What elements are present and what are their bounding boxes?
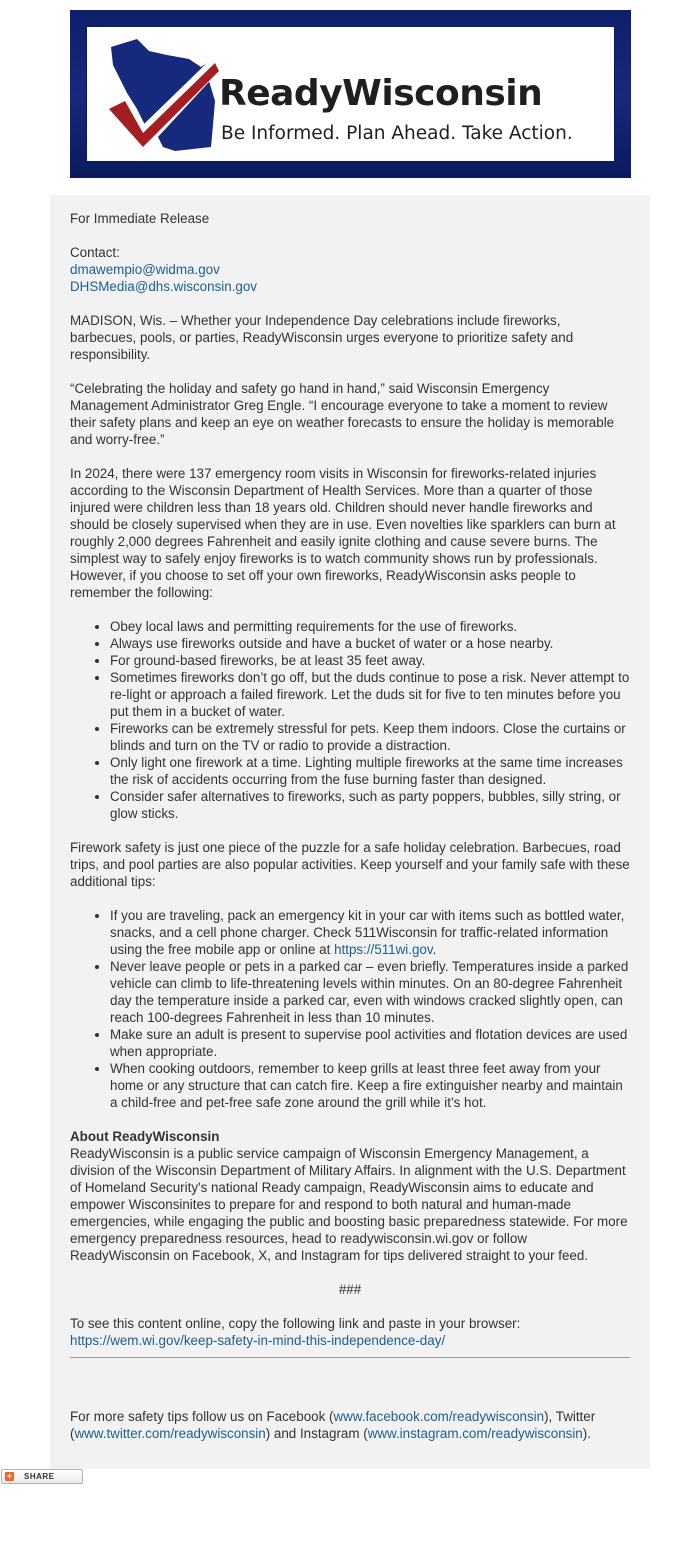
footer-text: ) and Instagram ( bbox=[265, 1426, 368, 1441]
stats-paragraph: In 2024, there were 137 emergency room visits in Wisconsin for fireworks-related injuries according to the Wisconsin Department of Health Services. More than a quarter of those injured were children less than 18 years old. Children should never handle fireworks and should be closely supervised when they are in use. Even novelties like sparklers can burn at roughly 2,000 degrees Fahrenheit and easily ignite clothing and cause severe burns. The simplest way to safely enjoy fireworks is to watch community shows run by professionals. However, if you choose to set off your own fireworks, ReadyWisconsin asks people to remember the following: bbox=[70, 466, 616, 600]
footer-text: ). bbox=[582, 1426, 591, 1441]
header-banner bbox=[70, 10, 631, 178]
release-label: For Immediate Release bbox=[70, 211, 210, 226]
list-item: • Only light one firework at a time. Lighting multiple fireworks at the same time increases the risk of accidents occurring from the fuse burning faster than designed. bbox=[110, 754, 630, 788]
list-item: • Consider safer alternatives to fireworks, such as party poppers, bubbles, silly string, or glow sticks. bbox=[110, 788, 630, 822]
wisconsin-check-logo-icon bbox=[97, 29, 227, 159]
travel-tip-end: . bbox=[432, 942, 437, 957]
list-item: • When cooking outdoors, remember to keep grills at least three feet away from your home or any structure that can catch fire. Keep a fire extinguisher nearby and maintain a child-free and pet-free safe zone around the grill while it’s hot. bbox=[110, 1060, 630, 1111]
about-body: ReadyWisconsin is a public service campaign of Wisconsin Emergency Management, a division of the Wisconsin Department of Military Affairs. In alignment with the U.S. Department of Homeland Security's national Ready campaign, ReadyWisconsin aims to educate and empower Wisconsinites to prepare for and respond to both natural and human-made emergencies, while engaging the public and boosting basic preparedness statewide. For more emergency preparedness resources, head to readywisconsin.wi.gov or follow ReadyWisconsin on Facebook, X, and Instagram for tips delivered straight to your feed. bbox=[70, 1146, 628, 1263]
share-label: SHARE bbox=[24, 1472, 55, 1481]
footer-text: ), Twitter ( bbox=[70, 1409, 596, 1441]
online-article-link[interactable]: https://wem.wi.gov/keep-safety-in-mind-this-independence-day/ bbox=[70, 1333, 446, 1348]
about-section bbox=[70, 1128, 630, 1264]
banner-logo-panel bbox=[86, 26, 615, 162]
list-item: • Always use fireworks outside and have a bucket of water or a hose nearby. bbox=[110, 635, 630, 652]
intro-paragraph: MADISON, Wis. – Whether your Independence Day celebrations include fireworks, barbecues, pools, or parties, ReadyWisconsin urges everyone to prioritize safety and responsibility. bbox=[70, 313, 574, 362]
press-release-body bbox=[50, 195, 650, 1469]
social-footer bbox=[70, 1408, 630, 1442]
instagram-link[interactable]: www.instagram.com/readywisconsin bbox=[367, 1426, 583, 1441]
list-item: • Sometimes fireworks don’t go off, but the duds continue to pose a risk. Never attempt to re-light or approach a failed firework. Let the duds sit for five to ten minutes before you put them in a bucket of water. bbox=[110, 669, 630, 720]
about-heading: About ReadyWisconsin bbox=[70, 1129, 220, 1144]
twitter-link[interactable]: www.twitter.com/readywisconsin bbox=[74, 1426, 266, 1441]
plus-icon: + bbox=[6, 1471, 13, 1481]
brand-name: ReadyWisconsin bbox=[219, 73, 543, 114]
contact-block bbox=[70, 244, 630, 295]
online-text: To see this content online, copy the following link and paste in your browser: bbox=[70, 1316, 521, 1331]
list-item: • Fireworks can be extremely stressful for pets. Keep them indoors. Close the curtains or blinds and turn on the TV or radio to provide a distraction. bbox=[110, 720, 630, 754]
share-button[interactable] bbox=[1, 1469, 83, 1484]
holiday-intro-paragraph: Firework safety is just one piece of the puzzle for a safe holiday celebration. Barbecues, road trips, and pool parties are also popular activities. Keep yourself and your family safe with these additional tips: bbox=[70, 840, 630, 889]
quote-paragraph: “Celebrating the holiday and safety go hand in hand,” said Wisconsin Emergency Management Administrator Greg Engle. “I encourage everyone to take a moment to review their safety plans and keep an eye on weather forecasts to ensure the holiday is memorable and worry-free.” bbox=[70, 381, 615, 447]
contact-email-dhs[interactable]: DHSMedia@dhs.wisconsin.gov bbox=[70, 279, 258, 294]
contact-email-widma[interactable]: dmawempio@widma.gov bbox=[70, 262, 220, 277]
end-mark: ### bbox=[338, 1282, 362, 1297]
travel-tip-text: If you are traveling, pack an emergency kit in your car with items such as bottled water, snacks, and a cell phone charger. Check 511Wisconsin for traffic-related information using the free mobile app or online at bbox=[110, 908, 625, 957]
link-511wi[interactable]: https://511wi.gov bbox=[334, 942, 433, 957]
divider bbox=[70, 1357, 630, 1358]
fireworks-tips-list bbox=[70, 618, 630, 822]
facebook-link[interactable]: www.facebook.com/readywisconsin bbox=[333, 1409, 545, 1424]
brand-tagline: Be Informed. Plan Ahead. Take Action. bbox=[221, 123, 573, 144]
list-item: • For ground-based fireworks, be at least 35 feet away. bbox=[110, 652, 630, 669]
list-item: • Obey local laws and permitting requirements for the use of fireworks. bbox=[110, 618, 630, 635]
list-item: • Never leave people or pets in a parked car – even briefly. Temperatures inside a parked vehicle can climb to life-threatening levels within minutes. On an 80-degree Fahrenheit day the temperature inside a parked car, even with windows cracked slightly open, can reach 100-degrees Fahrenheit in less than 10 minutes. bbox=[110, 958, 630, 1026]
list-item bbox=[110, 907, 630, 958]
contact-label: Contact: bbox=[70, 245, 120, 260]
holiday-tips-list bbox=[70, 907, 630, 1111]
online-link-block bbox=[70, 1315, 630, 1349]
footer-text: For more safety tips follow us on Facebook ( bbox=[70, 1409, 334, 1424]
list-item: • Make sure an adult is present to supervise pool activities and flotation devices are used when appropriate. bbox=[110, 1026, 630, 1060]
